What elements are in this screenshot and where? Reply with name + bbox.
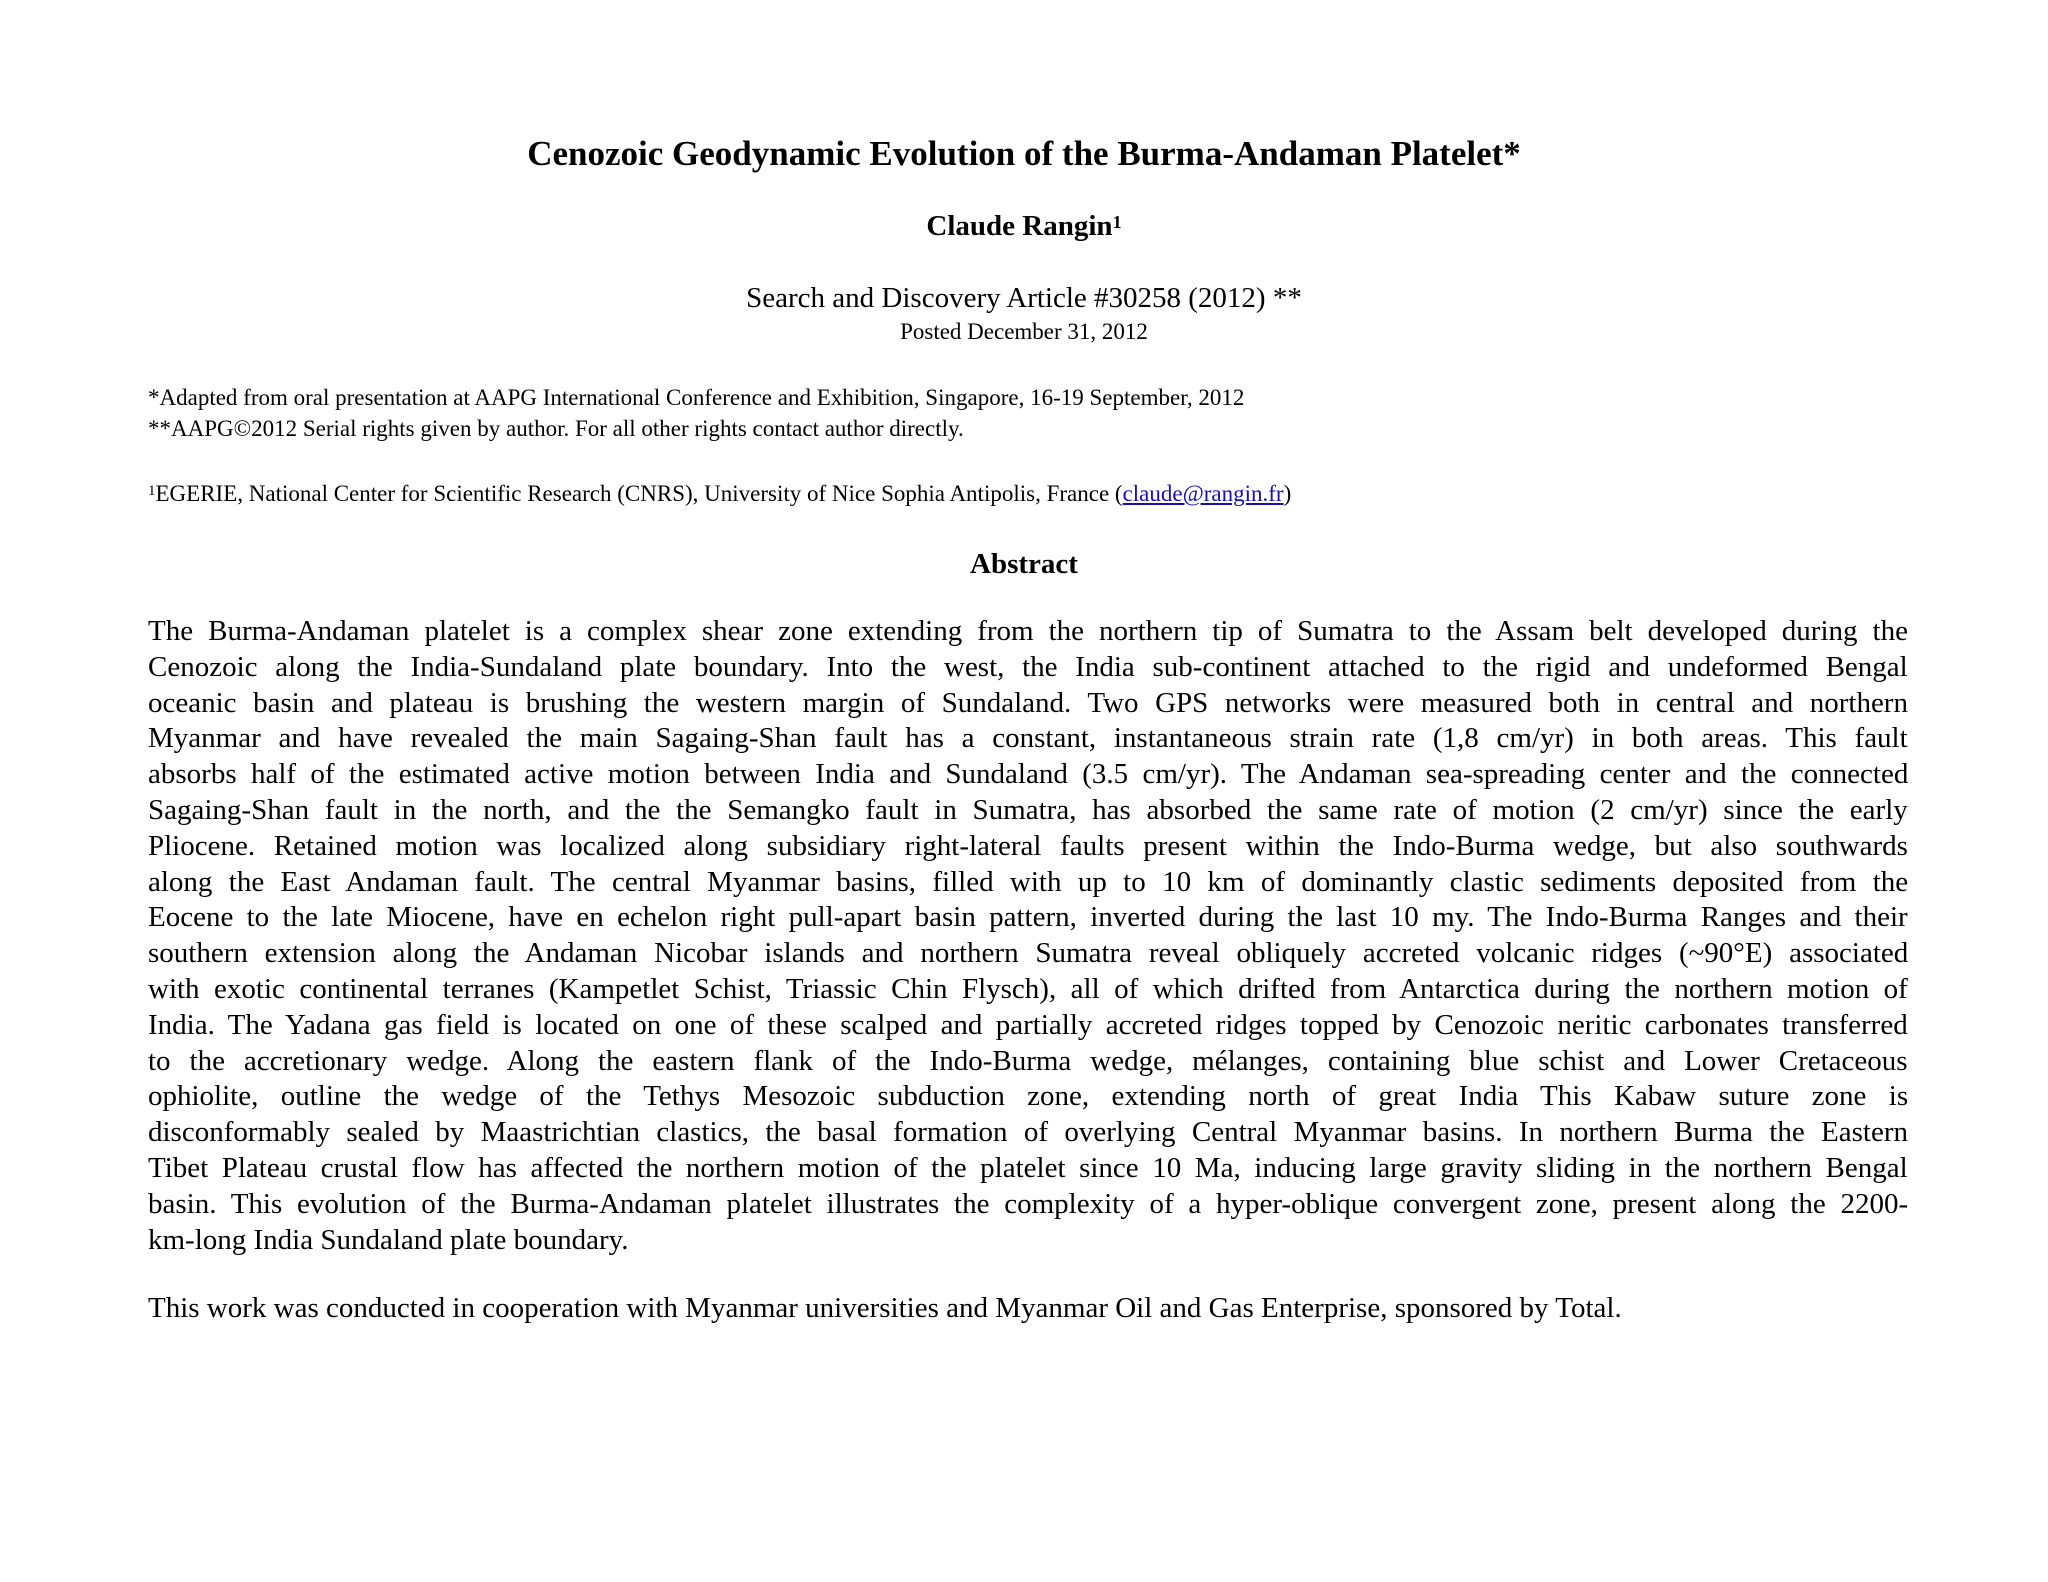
abstract-line: Sagaing-Shan fault in the north, and the the Semangko fault in Sumatra, has absorbed the same rate of motion (2 cm/yr) since the early	[148, 793, 1908, 826]
affiliation-text: EGERIE, National Center for Scientific Research (CNRS), University of Nice Sophia Antipolis, France (	[155, 481, 1123, 506]
footnotes	[148, 382, 1244, 444]
author-name: Claude Rangin	[926, 210, 1113, 242]
abstract-line: Tibet Plateau crustal flow has affected the northern motion of the platelet since 10 Ma, inducing large gravity sliding in the northern Bengal	[148, 1151, 1908, 1184]
abstract-line: basin. This evolution of the Burma-Andaman platelet illustrates the complexity of a hyper-oblique convergent zone, present along the 2200-	[148, 1187, 1909, 1220]
abstract-line: to the accretionary wedge. Along the eastern flank of the Indo-Burma wedge, mélanges, containing blue schist and Lower Cretaceous	[148, 1044, 1908, 1077]
abstract-line: km-long India Sundaland plate boundary.	[148, 1223, 629, 1256]
footnote-adapted: *Adapted from oral presentation at AAPG International Conference and Exhibition, Singapore, 16-19 September, 2012	[148, 385, 1245, 410]
article-reference: Search and Discovery Article #30258 (2012) **	[746, 282, 1302, 314]
abstract-line: Eocene to the late Miocene, have en echelon right pull-apart basin pattern, inverted during the last 10 my. The Indo-Burma Ranges and their	[148, 901, 1908, 934]
abstract-line: ophiolite, outline the wedge of the Tethys Mesozoic subduction zone, extending north of great India This Kabaw suture zone is	[148, 1080, 1909, 1113]
abstract-line: absorbs half of the estimated active motion between India and Sundaland (3.5 cm/yr). The Andaman sea-spreading center and the connected	[148, 758, 1909, 791]
abstract-line: India. The Yadana gas field is located on one of these scalped and partially accreted ridges topped by Cenozoic neritic carbonates transferred	[148, 1008, 1908, 1041]
abstract-line: disconformably sealed by Maastrichtian clastics, the basal formation of overlying Central Myanmar basins. In northern Burma the Eastern	[148, 1116, 1909, 1149]
abstract-line: with exotic continental terranes (Kampetlet Schist, Triassic Chin Flysch), all of which drifted from Antarctica during the northern motion of	[148, 972, 1908, 1005]
abstract-line: Myanmar and have revealed the main Sagaing-Shan fault has a constant, instantaneous strain rate (1,8 cm/yr) in both areas. This fault	[148, 722, 1908, 755]
paper-title: Cenozoic Geodynamic Evolution of the Burma-Andaman Platelet*	[527, 134, 1521, 173]
abstract-heading: Abstract	[970, 548, 1078, 580]
footnote-rights: **AAPG©2012 Serial rights given by author. For all other rights contact author directly.	[148, 416, 964, 441]
author-email-link[interactable]: claude@rangin.fr	[1122, 481, 1284, 506]
acknowledgement: This work was conducted in cooperation with Myanmar universities and Myanmar Oil and Gas Enterprise, sponsored by Total.	[148, 1292, 1622, 1324]
abstract-line: Cenozoic along the India-Sundaland plate boundary. Into the west, the India sub-continent attached to the rigid and undeformed Bengal	[148, 650, 1908, 683]
abstract-line: oceanic basin and plateau is brushing the western margin of Sundaland. Two GPS networks were measured both in central and northern	[148, 686, 1908, 719]
abstract-line: along the East Andaman fault. The central Myanmar basins, filled with up to 10 km of dominantly clastic sediments deposited from the	[148, 865, 1909, 898]
affiliation	[148, 478, 1291, 509]
abstract-line: The Burma-Andaman platelet is a complex shear zone extending from the northern tip of Sumatra to the Assam belt developed during the	[148, 615, 1908, 647]
abstract-body	[148, 614, 1908, 1258]
affiliation-close: )	[1283, 481, 1292, 506]
posted-date: Posted December 31, 2012	[900, 319, 1148, 344]
abstract-line: southern extension along the Andaman Nicobar islands and northern Sumatra reveal obliquely accreted volcanic ridges (~90°E) associated	[148, 937, 1909, 970]
abstract-line: Pliocene. Retained motion was localized along subsidiary right-lateral faults present within the Indo-Burma wedge, but also southwards	[148, 829, 1908, 862]
author-affiliation-marker: 1	[1112, 212, 1122, 232]
author-line	[0, 206, 2048, 246]
affiliation-marker: 1	[148, 483, 156, 499]
